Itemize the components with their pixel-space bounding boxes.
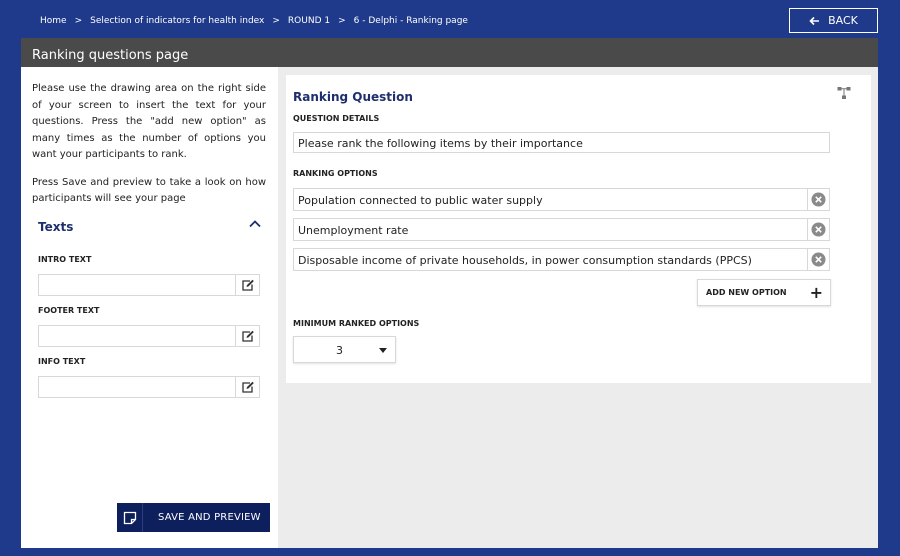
remove-option-button[interactable] bbox=[807, 219, 829, 240]
ranking-option-input[interactable] bbox=[293, 218, 830, 241]
close-circle-icon bbox=[811, 192, 826, 207]
question-title: Ranking Question bbox=[293, 90, 413, 104]
ranking-options-label: RANKING OPTIONS bbox=[293, 169, 378, 178]
footer-text-edit-button[interactable] bbox=[235, 326, 259, 346]
edit-icon bbox=[241, 330, 255, 343]
minimum-ranked-options-select[interactable] bbox=[293, 336, 396, 363]
breadcrumb-round[interactable]: ROUND 1 bbox=[287, 16, 331, 26]
minimum-ranked-options-value: 3 bbox=[336, 344, 343, 357]
top-bar bbox=[0, 0, 900, 38]
back-button-label: BACK bbox=[828, 14, 858, 27]
footer-text-field[interactable] bbox=[38, 325, 260, 347]
arrow-left-icon bbox=[809, 16, 820, 26]
plus-icon: + bbox=[809, 283, 823, 302]
save-and-preview-label: SAVE AND PREVIEW bbox=[158, 512, 261, 523]
breadcrumb-separator: > bbox=[338, 16, 346, 26]
back-button[interactable] bbox=[789, 8, 878, 33]
intro-text-edit-button[interactable] bbox=[235, 275, 259, 295]
page-title: Ranking questions page bbox=[21, 38, 878, 67]
instructions-paragraph: Please use the drawing area on the right side of your screen to insert the text for your questions. Press the "add new option" as many times as the number of options you want your participants to rank. bbox=[32, 83, 266, 160]
ranking-option-input[interactable] bbox=[293, 248, 830, 271]
info-text-edit-button[interactable] bbox=[235, 377, 259, 397]
chevron-up-icon[interactable] bbox=[248, 217, 262, 231]
info-text-field[interactable] bbox=[38, 376, 260, 398]
save-and-preview-button[interactable] bbox=[117, 503, 270, 532]
close-circle-icon bbox=[811, 252, 826, 267]
close-circle-icon bbox=[811, 222, 826, 237]
breadcrumb bbox=[40, 16, 468, 26]
breadcrumb-home[interactable]: Home bbox=[40, 16, 67, 26]
remove-option-button[interactable] bbox=[807, 249, 829, 270]
intro-text-label: INTRO TEXT bbox=[38, 255, 92, 264]
caret-down-icon bbox=[379, 348, 387, 353]
edit-icon bbox=[241, 279, 255, 292]
texts-section-title: Texts bbox=[38, 220, 74, 234]
ranking-question-card bbox=[286, 75, 871, 383]
instructions bbox=[32, 81, 266, 208]
instructions-paragraph: Press Save and preview to take a look on how participants will see your page bbox=[32, 176, 266, 204]
ranking-option-input[interactable] bbox=[293, 188, 830, 211]
ranking-option-text: Unemployment rate bbox=[298, 224, 409, 237]
ranking-option-text: Disposable income of private households, in power consumption standards (PPCS) bbox=[298, 254, 752, 267]
intro-text-field[interactable] bbox=[38, 274, 260, 296]
question-details-label: QUESTION DETAILS bbox=[293, 114, 380, 123]
note-icon bbox=[117, 503, 143, 532]
hierarchy-icon[interactable] bbox=[837, 86, 851, 100]
breadcrumb-separator: > bbox=[74, 16, 83, 26]
remove-option-button[interactable] bbox=[807, 189, 829, 210]
info-text-label: INFO TEXT bbox=[38, 357, 86, 366]
ranking-option-text: Population connected to public water supply bbox=[298, 194, 543, 207]
add-new-option-label: ADD NEW OPTION bbox=[706, 288, 787, 297]
breadcrumb-current-page: 6 - Delphi - Ranking page bbox=[353, 16, 468, 26]
left-sidebar bbox=[21, 67, 278, 548]
question-details-input[interactable]: Please rank the following items by their importance bbox=[293, 132, 830, 153]
footer-text-label: FOOTER TEXT bbox=[38, 306, 100, 315]
minimum-ranked-options-label: MINIMUM RANKED OPTIONS bbox=[293, 319, 420, 328]
edit-icon bbox=[241, 381, 255, 394]
add-new-option-button[interactable] bbox=[697, 279, 831, 306]
breadcrumb-indicators[interactable]: Selection of indicators for health index bbox=[90, 16, 265, 26]
breadcrumb-separator: > bbox=[272, 16, 280, 26]
